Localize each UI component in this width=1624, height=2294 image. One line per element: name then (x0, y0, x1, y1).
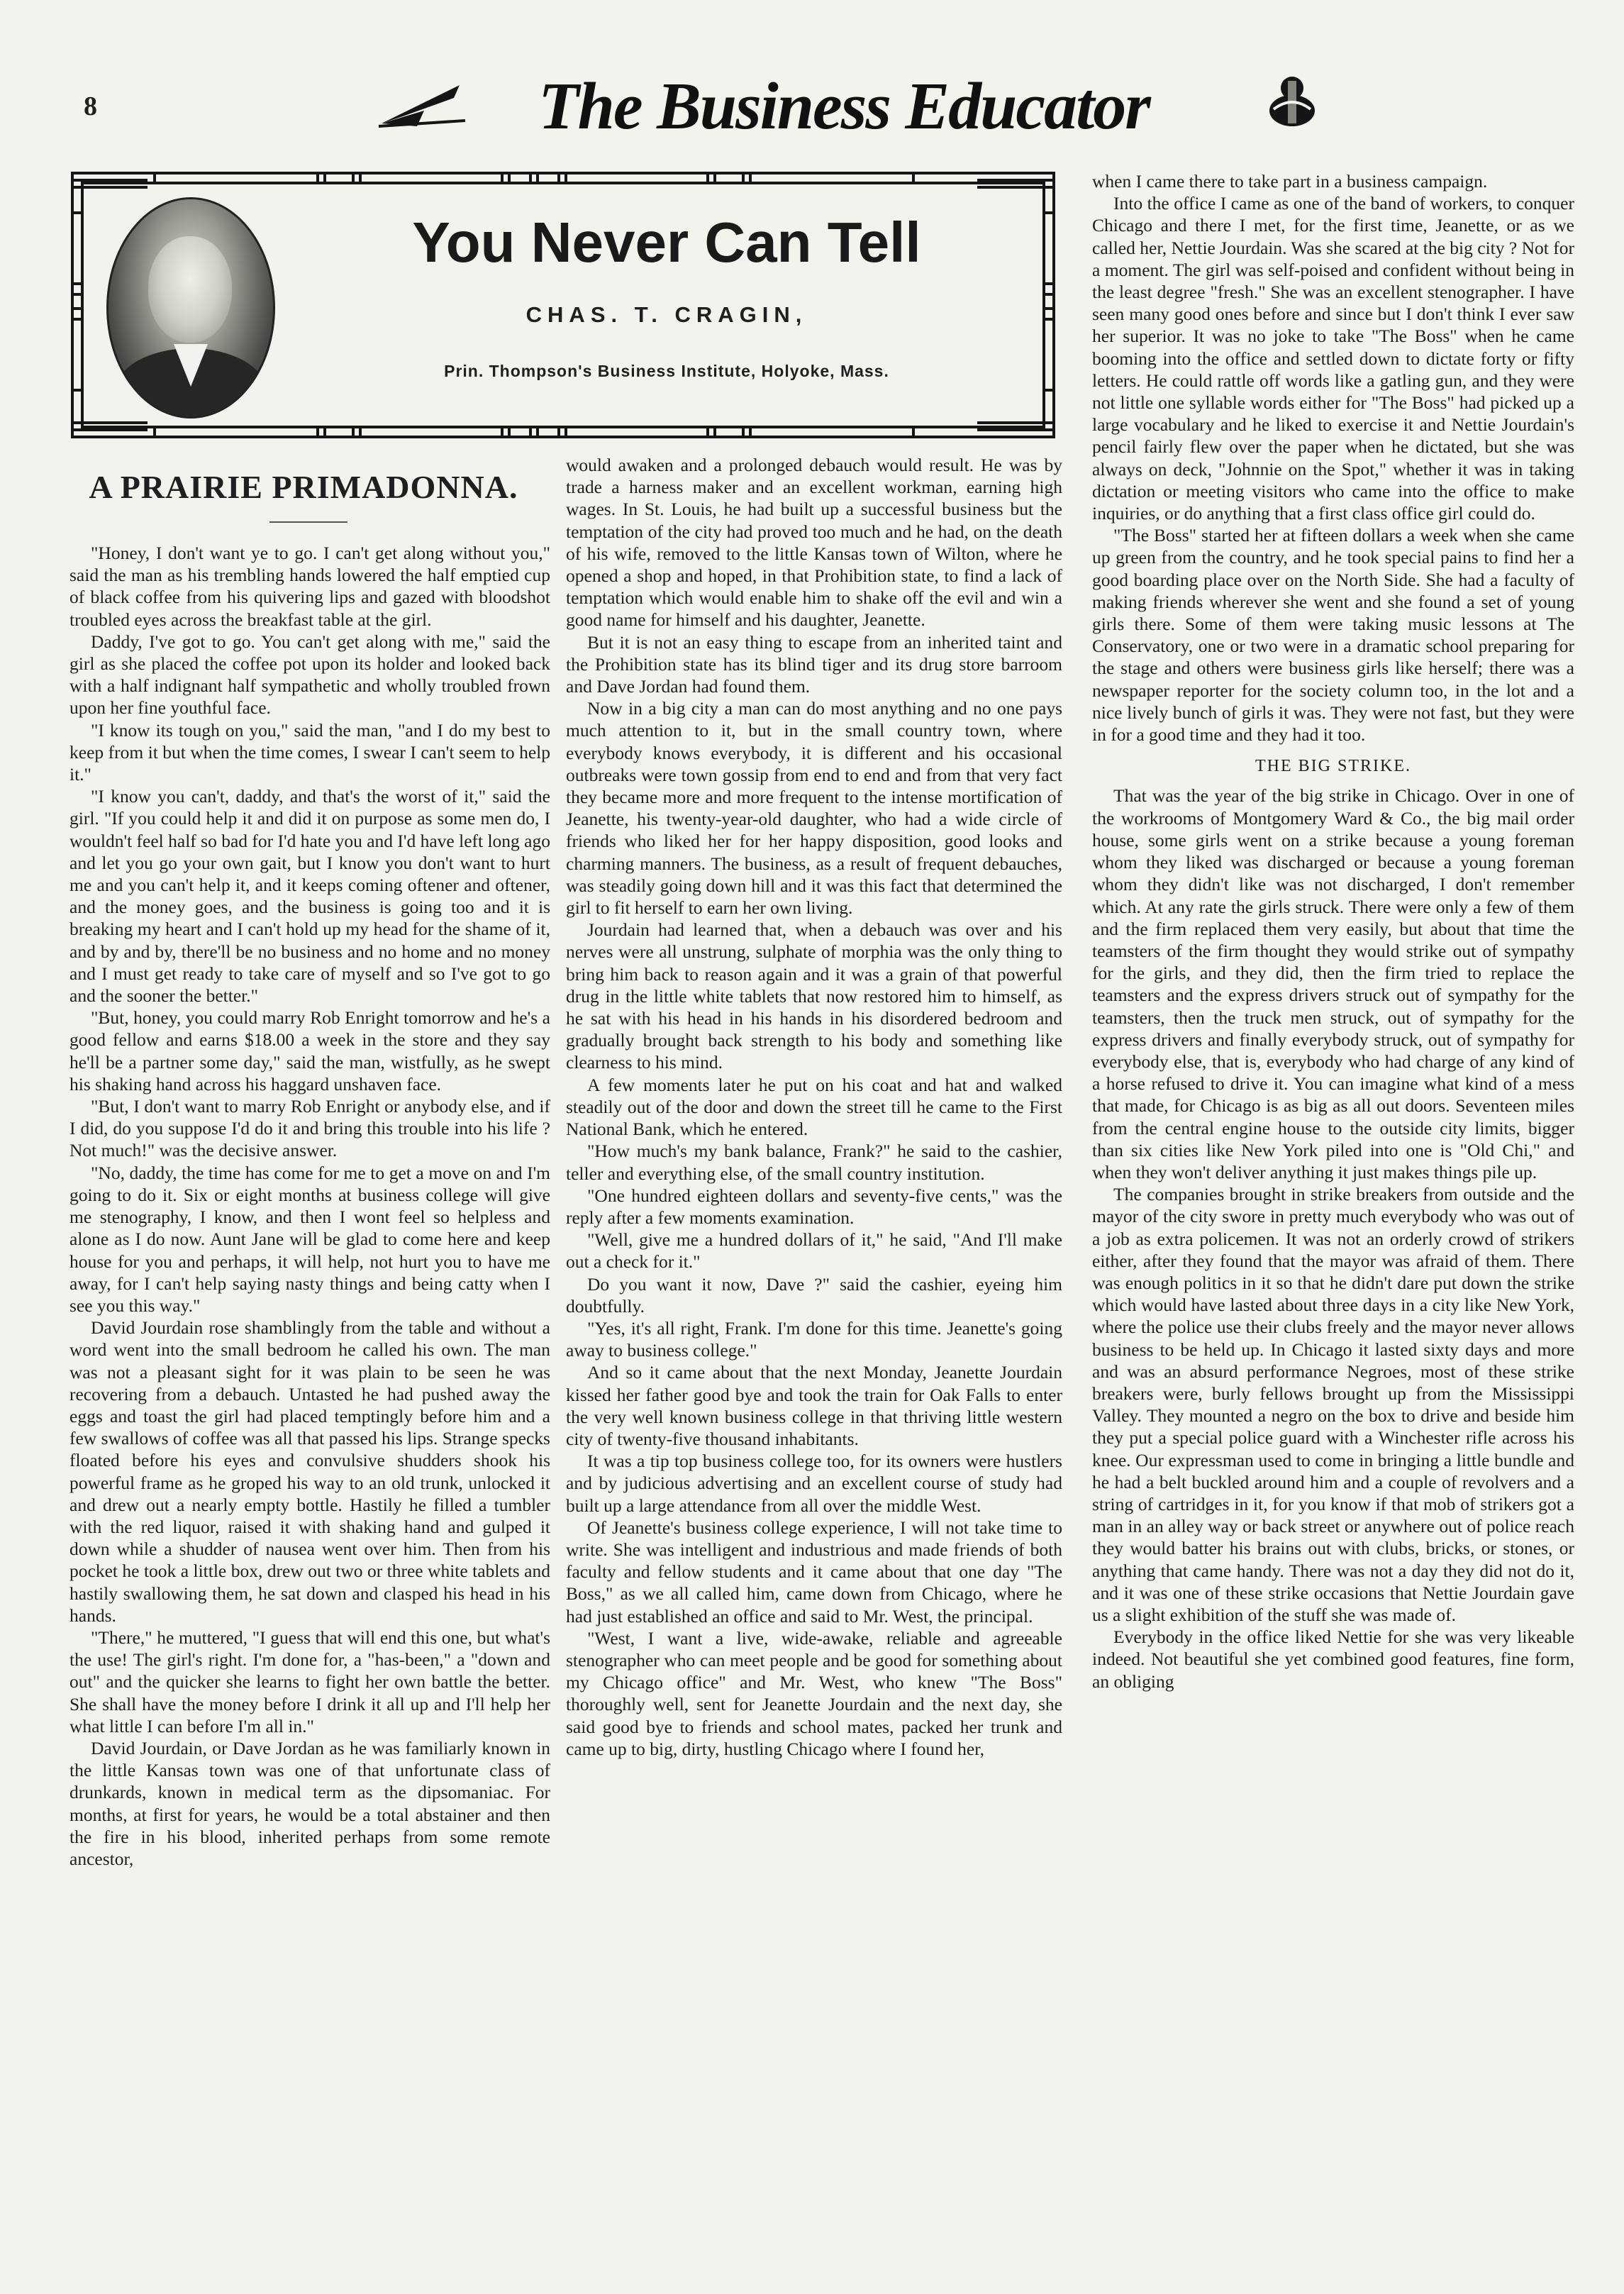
paragraph: "But, I don't want to marry Rob Enright or anybody else, and if I did, do you suppose I'd do it and bring this trouble into his life ? Not much!" was the decisive answer. (69, 1096, 550, 1161)
paragraph: But it is not an easy thing to escape from an inherited taint and the Prohibition state has its blind tiger and its drug store barroom and Dave Jordan had found them. (566, 631, 1062, 697)
page-number: 8 (84, 92, 97, 121)
paragraph: And so it came about that the next Monday, Jeanette Jourdain kissed her father good bye and took the train for Oak Falls to enter the very well known business college in that thriving little western city of twenty-five thousand inhabitants. (566, 1362, 1062, 1449)
paragraph: Daddy, I've got to go. You can't get along with me," said the girl as she placed the coffee pot upon its holder and looked back with a half indignant half sympathetic and wholly troubled frown upon her fine youthful face. (69, 631, 550, 719)
paragraph: "The Boss" started her at fifteen dollars a week when she came up green from the country, and he took special pains to find her a good boarding place over on the North Side. She had a faculty of making friends wherever she went and she found a set of young girls there. Some of them were taking music lessons at The Conservatory, one or two were in a dramatic school preparing for the stage and others were business girls like herself; there was a newspaper reporter for the society column too, in the lot and a nice lively bunch of girls it was. They were not fast, but they were in for a good time and they had it too. (1092, 525, 1574, 746)
emblem-icon (1262, 71, 1322, 131)
paragraph: "How much's my bank balance, Frank?" he said to the cashier, teller and everything else, of the small country institution. (566, 1141, 1062, 1184)
paragraph: Jourdain had learned that, when a debauch was over and his nerves were all unstrung, sulphate of morphia was the only thing to bring him back to reason again and it was a grain of that powerful drug in the little white tablets that now restored him to himself, as he sat with his head in his hands in his disordered bedroom and gradually brought back strength to his body and something like clearness to his mind. (566, 919, 1062, 1073)
paragraph: David Jourdain, or Dave Jordan as he was familiarly known in the little Kansas town was one of that unfortunate class of drunkards, known in medical term as the dipsomaniac. For months, at first for years, he would be a total abstainer and then the fire in his blood, inherited perhaps from some remote ancestor, (69, 1737, 550, 1869)
quill-pen-icon (374, 79, 467, 129)
paragraph: "I know its tough on you," said the man, "and I do my best to keep from it but when the time comes, I swear I can't seem to help it." (69, 719, 550, 785)
paragraph: "Well, give me a hundred dollars of it," he said, "And I'll make out a check for it." (566, 1229, 1062, 1273)
author-affiliation: Prin. Thompson's Business Institute, Holyoke, Mass. (444, 362, 889, 380)
article-column-1 (69, 542, 550, 2173)
paragraph: Into the office I came as one of the band of workers, to conquer Chicago and there I met, for the first time, Jeanette, or as we called her, Nettie Jourdain. Was she scared at the big city ? Not for a moment. The girl was self-poised and confident without being in the least degree "fresh." She was an excellent stenographer. I have seen many good ones before and since but I don't think I ever saw her superior. It was no joke to take "The Boss" when he came booming into the office and settled down to dictate forty or fifty letters. He could rattle off words like a gatling gun, and they were not little one syllable words either for "The Boss" had picked up a large vocabulary and he liked to exercise it and Nettie Jourdain's pencil fairly flew over the paper when he dictated, but she was always on deck, "Johnnie on the Spot," whether it was in taking dictation or meeting visitors who came into the office to make inquiries, or do anything that a first class office girl could do. (1092, 193, 1574, 524)
paragraph: Do you want it now, Dave ?" said the cashier, eyeing him doubtfully. (566, 1273, 1062, 1317)
paragraph: "No, daddy, the time has come for me to get a move on and I'm going to do it. Six or eight months at business college will give me stenography, I know, and then I wont feel so helpless and alone as I do now. Aunt Jane will be glad to come here and keep house for you and perhaps, it will help, not hurt you to have me away, for I can't help saying nasty things and being catty when I see you this way." (69, 1162, 550, 1316)
paragraph: The companies brought in strike breakers from outside and the mayor of the city swore in pretty much everybody who was out of a job as extra policemen. It was not an orderly crowd of strikers either, after they found that the mayor was afraid of them. There was enough politics in it so that he didn't dare put down the strike which would have lasted about three days in a city like New York, where the police use their clubs freely and the mayor never allows business to be held up. In Chicago it lasted sixty days and more and was an absurd performance Negroes, most of these strike breakers were, burly fellows brought up from the Mississippi Valley. They mounted a negro on the box to drive and beside him they put a special police guard with a Winchester rifle across his knee. Our expressman used to come in bringing a little bundle and he had a belt buckled around him and a couple of revolvers and a string of cartridges in it, for you know if that mob of strikers got a man in an alley way or back street or anywhere out of police reach they would batter his brains out with clubs, bricks, or stones, or anything that came handy. There was not a day they did not do it, and it was one of these strike occasions that Nettie Jourdain gave us a slight exhibition of the stuff she was made of. (1092, 1184, 1574, 1625)
article-column-3 (1092, 170, 1574, 2185)
masthead-title: The Business Educator (538, 70, 1150, 143)
paragraph: That was the year of the big strike in Chicago. Over in one of the workrooms of Montgomery Ward & Co., the big mail order house, some girls went on a strike because a young foreman whom they liked was discharged or because a young foreman whom they didn't like was not discharged, I don't remember which. At any rate the girls struck. There were only a few of them and the firm replaced them very easily, but about that time the teamsters of the firm thought they would strike out of sympathy for the girls, and they did, then the firm tried to replace the teamsters and the express drivers struck out of sympathy for the teamsters, then the truck men struck, out of sympathy for the express drivers and finally everybody struck, out of sympathy for everybody else, that is, everybody who had charge of any kind of a horse refused to drive it. You can imagine what kind of a mess that made, for Chicago is as big as all out doors. Seventeen miles from the central engine house to the outside city limits, bigger than six cities like New York piled into one is "Old Chi," and when they won't deliver anything it just makes things pile up. (1092, 785, 1574, 1182)
section-heading: A PRAIRIE PRIMADONNA. (89, 469, 518, 505)
paragraph: Now in a big city a man can do most anything and no one pays much attention to it, but in the small country town, where everybody knows everybody, it is different and his occasional outbreaks were town gossip from end to end and from that very fact they became more and more frequent to the intense mortification of Jeanette, his twenty-year-old daughter, who had a wide circle of friends who liked her for her happy disposition, good looks and charming manners. The business, as a result of frequent debauches, was steadily going down hill and it was this fact that determined the girl to fit herself to earn her own living. (566, 698, 1062, 919)
paragraph: "Yes, it's all right, Frank. I'm done for this time. Jeanette's going away to business college." (566, 1317, 1062, 1361)
paragraph: Everybody in the office liked Nettie for she was very likeable indeed. Not beautiful she yet combined good features, fine form, an obliging (1092, 1627, 1574, 1692)
paragraph: would awaken and a prolonged debauch would result. He was by trade a harness maker and an excellent workman, earning high wages. In St. Louis, he had built up a successful business but the temptation of the city had proved too much and he had, on the death of his wife, removed to the little Kansas town of Wilton, where he opened a shop and hoped, in that Prohibition state, to find a lack of temptation which would enable him to shake off the evil and win a good name for himself and his daughter, Jeanette. (566, 455, 1062, 631)
paragraph: It was a tip top business college too, for its owners were hustlers and by judicious advertising and an excellent course of study had built up a large attendance from all over the middle West. (566, 1451, 1062, 1516)
paragraph: "Honey, I don't want ye to go. I can't get along without you," said the man as his trembling hands lowered the half emptied cup of black coffee from his quivering lips and gazed with bloodshot troubled eyes across the breakfast table at the girl. (69, 543, 550, 630)
author-name: CHAS. T. CRAGIN, (525, 302, 808, 327)
paragraph: David Jourdain rose shamblingly from the table and without a word went into the small bedroom he called his own. The man was not a pleasant sight for it was plain to be seen he was recovering from a debauch. Untasted he had pushed away the eggs and toast the girl had placed temptingly before him and a few swallows of coffee was all that passed his lips. Strange specks floated before his eyes and convulsive shudders shook his powerful frame as he groped his way to an old trunk, unlocked it and drew out a nearly empty bottle. Hastily he filled a tumbler with the red liquor, raised it with shaking hand and gulped it down while a shudder of nausea went over him. Then from his pocket he took a little box, drew out two or three white tablets and hastily swallowing them, he sat down and clasped his head in his hands. (69, 1317, 550, 1626)
paragraph: Of Jeanette's business college experience, I will not take time to write. She was intelligent and industrious and made friends of both faculty and fellow students and it came about that one day "The Boss," as we all called him, came down from Chicago, where he had just established an office and said to Mr. West, the principal. (566, 1517, 1062, 1627)
article-column-2 (566, 454, 1062, 2185)
paragraph: "West, I want a live, wide-awake, reliable and agreeable stenographer who can meet people and be good for something about my Chicago office" and Mr. West, who knew "The Boss" thoroughly well, sent for Jeanette Jourdain and the next day, she said good bye to friends and school mates, packed her trunk and came up to big, dirty, hustling Chicago where I found her, (566, 1627, 1062, 1759)
section-divider (269, 521, 347, 523)
paragraph: "One hundred eighteen dollars and seventy-five cents," was the reply after a few moments examination. (566, 1185, 1062, 1228)
article-title: You Never Can Tell (412, 211, 921, 274)
paragraph: A few moments later he put on his coat and hat and walked steadily out of the door and down the street till he came to the First National Bank, which he entered. (566, 1074, 1062, 1140)
paragraph: "I know you can't, daddy, and that's the worst of it," said the girl. "If you could help it and did it on purpose as some men do, I wouldn't feel half so bad for I'd hate you and I'd have left long ago and let you go your own gait, but I know you don't want to hurt me and you can't help it, and it keeps coming oftener and oftener, and the money goes, and the business is going too and it is breaking my heart and I can't hold up my head for the shame of it, and by and by, there'll be no business and no home and no money and I must get ready to take care of myself and so I've got to go and the sooner the better." (69, 786, 550, 1007)
subheading: THE BIG STRIKE. (1255, 757, 1411, 776)
author-portrait (106, 197, 275, 419)
paragraph: "There," he muttered, "I guess that will end this one, but what's the use! The girl's right. I'm done for, a "has-been," a "down and out" and the quicker she learns to fight her own battle the better. She shall have the money before I drink it all up and I'll help her what little I can before I'm all in." (69, 1627, 550, 1736)
paragraph: when I came there to take part in a business campaign. (1092, 171, 1488, 192)
paragraph: "But, honey, you could marry Rob Enright tomorrow and he's a good fellow and earns $18.00 a week in the store and they say he'll be a partner some day," said the man, wistfully, as he swept his shaking hand across his haggard unshaven face. (69, 1007, 550, 1095)
